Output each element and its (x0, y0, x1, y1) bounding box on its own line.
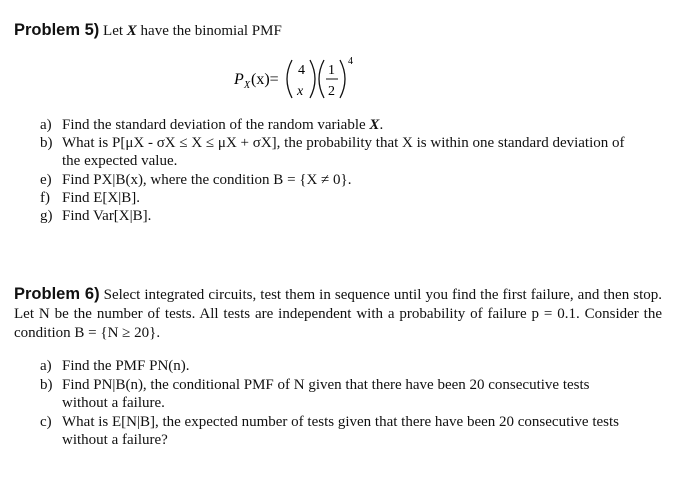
frac-den: 2 (328, 84, 335, 99)
p6-item-c: c) What is E[N|B], the expected number of tests given that there have been 20 consecutive tests (40, 414, 619, 430)
pmf-exponent: 4 (348, 56, 353, 67)
pmf-arg: (x)= (251, 71, 279, 88)
p5-item-b: b) What is P[μX - σX ≤ X ≤ μX + σX], the probability that X is within one standard deviation of (40, 135, 625, 151)
p5-item-f: f) Find E[X|B]. (40, 190, 141, 206)
p5-item-e: e) Find PX|B(x), where the condition B = {X ≠ 0}. (40, 172, 352, 188)
problem6-paragraph: Problem 6) Select integrated circuits, test them in sequence until you find the first failure, and then stop. Let N be the number of tests. All tests are independent with a probability of failure p = 0.1. Consider the condition B = {N ≥ 20}. (14, 285, 663, 341)
binom-n: 4 (298, 63, 305, 78)
problem5-heading: Problem 5) (14, 21, 100, 39)
problem5-intro: Problem 5) Let X have the binomial PMF (14, 21, 282, 39)
p5-item-g: g) Find Var[X|B]. (40, 208, 152, 224)
frac-num: 1 (328, 63, 335, 78)
p5-item-b-cont: the expected value. (62, 153, 178, 169)
pmf-equation (232, 50, 362, 110)
binom-k: x (297, 84, 304, 99)
p6-item-b-cont: without a failure. (62, 395, 165, 411)
p5-item-a: a) Find the standard deviation of the random variable X. (40, 117, 384, 133)
p6-item-a: a) Find the PMF PN(n). (40, 358, 190, 374)
p6-item-c-cont: without a failure? (62, 432, 168, 448)
pmf-sub: X (244, 80, 251, 91)
p6-item-b: b) Find PN|B(n), the conditional PMF of N given that there have been 20 consecutive tests (40, 377, 590, 393)
pmf-lhs: P (234, 71, 244, 88)
problem6-heading: Problem 6) (14, 285, 100, 303)
